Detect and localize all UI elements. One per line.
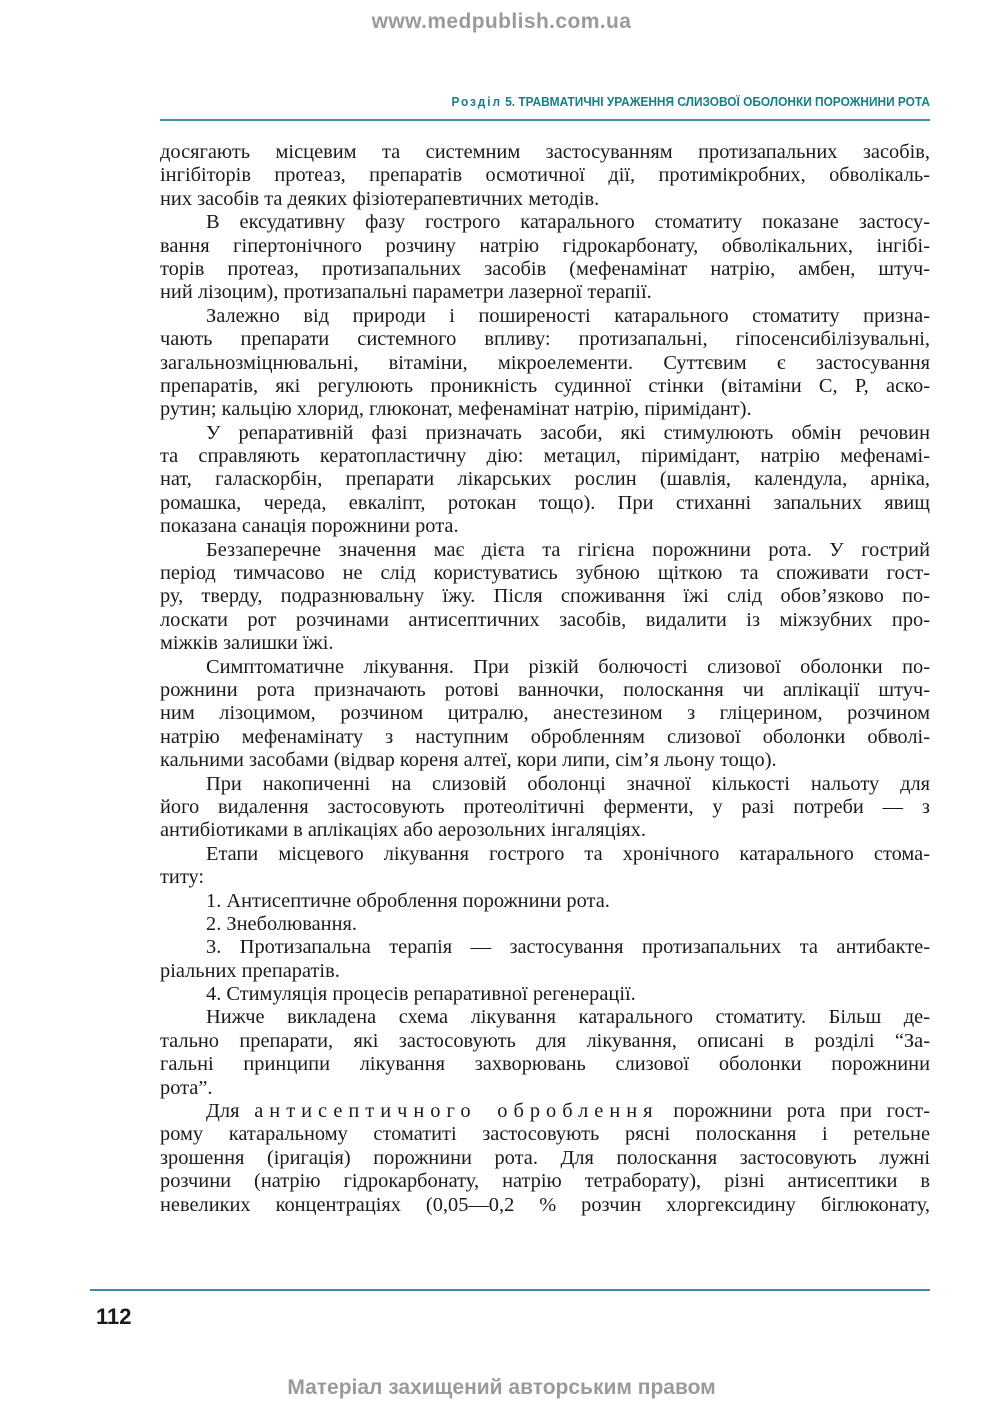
text-line: рутин; кальцію хлорид, глюконат, мефенамінат натрію, піримідант). bbox=[160, 398, 752, 421]
text-line: лоскати рот розчинами антисептичних засобів, видалити із міжзубних про- bbox=[160, 608, 930, 631]
text-line: розчини (натрію гідрокарбонату, натрію тетраборату), різні антисептики в bbox=[160, 1170, 930, 1193]
page-number: 112 bbox=[96, 1304, 132, 1329]
paragraph-first-line bbox=[160, 1100, 930, 1123]
paragraph-first-line: При накопиченні на слизовій оболонці значної кількості нальоту для bbox=[206, 772, 930, 795]
text-line: рожнини рота призначають ротові ванночки, полоскання чи аплікації штуч- bbox=[160, 678, 930, 701]
paragraph-first-line: Беззаперечне значення має дієта та гігієна порожнини рота. У гострий bbox=[206, 538, 930, 561]
paragraph-first-line: Нижче викладена схема лікування катарального стоматиту. Більш де- bbox=[206, 1006, 930, 1029]
footer-rule bbox=[90, 1289, 930, 1291]
text-line: гальні принципи лікування захворювань слизової оболонки порожнини bbox=[160, 1053, 930, 1076]
paragraph-first-line: Симптоматичне лікування. При різкій болючості слизової оболонки по- bbox=[206, 655, 930, 678]
text-line: ру, тверду, подразнювальну їжу. Після споживання їжі слід обов’язково по- bbox=[160, 585, 930, 608]
running-head-section-title: 5. ТРАВМАТИЧНІ УРАЖЕННЯ СЛИЗОВОЇ ОБОЛОНКИ ПОРОЖНИНИ РОТА bbox=[501, 95, 930, 109]
list-item: 3. Протизапальна терапія — застосування протизапальних та антибакте- bbox=[206, 936, 930, 959]
text-line: титу: bbox=[160, 866, 205, 889]
paragraph-first-line: В ексудативну фазу гострого катарального стоматиту показане застосу- bbox=[206, 211, 930, 234]
running-head bbox=[199, 95, 931, 109]
list-item: 1. Антисептичне оброблення порожнини рота. bbox=[206, 889, 610, 912]
text-line: загальнозміцнювальні, вітаміни, мікроелементи. Суттєвим є застосування bbox=[160, 351, 930, 374]
list-item-continuation: ріальних препаратів. bbox=[160, 959, 340, 982]
text-line: нат, галаскорбін, препарати лікарських рослин (шавлія, календула, арніка, bbox=[160, 468, 930, 491]
text-segment: порожнини рота при гост- bbox=[673, 1100, 930, 1123]
text-line: період тимчасово не слід користуватись зубною щіткою та споживати гост- bbox=[160, 562, 930, 585]
text-line: ний лізоцим), протизапальні параметри лазерної терапії. bbox=[160, 281, 652, 304]
paragraph-first-line: Етапи місцевого лікування гострого та хронічного катарального стома- bbox=[206, 842, 930, 865]
text-line: натрію мефенамінату з наступним обробленням слизової оболонки обволі- bbox=[160, 725, 930, 748]
site-url-watermark: www.medpublish.com.ua bbox=[371, 10, 632, 33]
text-line: його видалення застосовують протеолітичні ферменти, у разі потреби — з bbox=[160, 795, 930, 818]
header-rule bbox=[160, 119, 930, 121]
running-head-section-label: Розділ bbox=[451, 95, 502, 109]
text-line: чають препарати системного впливу: протизапальні, гіпосенсибілізувальні, bbox=[160, 328, 930, 351]
list-item: 2. Знеболювання. bbox=[206, 912, 357, 935]
text-line: кальними засобами (відвар кореня алтеї, кори липи, сім’я льону тощо). bbox=[160, 749, 777, 772]
text-line: антибіотиками в аплікаціях або аерозольних інгаляціях. bbox=[160, 819, 646, 842]
text-line: ромашка, череда, евкаліпт, ротокан тощо). При стиханні запальних явищ bbox=[160, 491, 930, 514]
text-line: торів протеаз, протизапальних засобів (мефенамінат натрію, амбен, штуч- bbox=[160, 257, 930, 280]
list-item: 4. Стимуляція процесів репаративної регенерації. bbox=[206, 983, 636, 1006]
text-line: невеликих концентраціях (0,05—0,2 % розчин хлоргексидину біглюконату, bbox=[160, 1193, 930, 1216]
text-line: тально препарати, які застосовують для лікування, описані в розділі “За- bbox=[160, 1029, 930, 1052]
copyright-watermark: Матеріал захищений авторським правом bbox=[287, 1376, 716, 1399]
paragraph-first-line: У репаративній фазі призначать засоби, які стимулюють обмін речовин bbox=[206, 421, 930, 444]
text-line: інгібіторів протеаз, препаратів осмотичної дії, протимікробних, обволікаль- bbox=[160, 164, 930, 187]
text-segment: Для bbox=[206, 1100, 240, 1123]
paragraph-first-line: Залежно від природи і поширеності катарального стоматиту призна- bbox=[206, 304, 930, 327]
text-line: та справляють кератопластичну дію: метацил, піримідант, натрію мефенамі- bbox=[160, 445, 930, 468]
text-line: вання гіпертонічного розчину натрію гідрокарбонату, обволікальних, інгібі- bbox=[160, 234, 930, 257]
body-text bbox=[160, 141, 930, 1217]
text-line: ним лізоцимом, розчином цитралю, анестезином з гліцерином, розчином bbox=[160, 702, 930, 725]
text-line: рота”. bbox=[160, 1076, 213, 1099]
text-line: міжків залишки їжі. bbox=[160, 632, 334, 655]
text-line: показана санація порожнини рота. bbox=[160, 515, 459, 538]
text-line: рому катаральному стоматиті застосовують рясні полоскання і ретельне bbox=[160, 1123, 930, 1146]
text-line: препаратів, які регулюють проникність судинної стінки (вітаміни С, Р, аско- bbox=[160, 374, 930, 397]
text-line: них засобів та деяких фізіотерапевтичних методів. bbox=[160, 187, 600, 210]
text-line: зрошення (іригація) порожнини рота. Для полоскання застосовують лужні bbox=[160, 1146, 930, 1169]
emphasized-term: антисептичного оброблення bbox=[254, 1100, 659, 1123]
text-line: досягають місцевим та системним застосуванням протизапальних засобів, bbox=[160, 141, 930, 163]
